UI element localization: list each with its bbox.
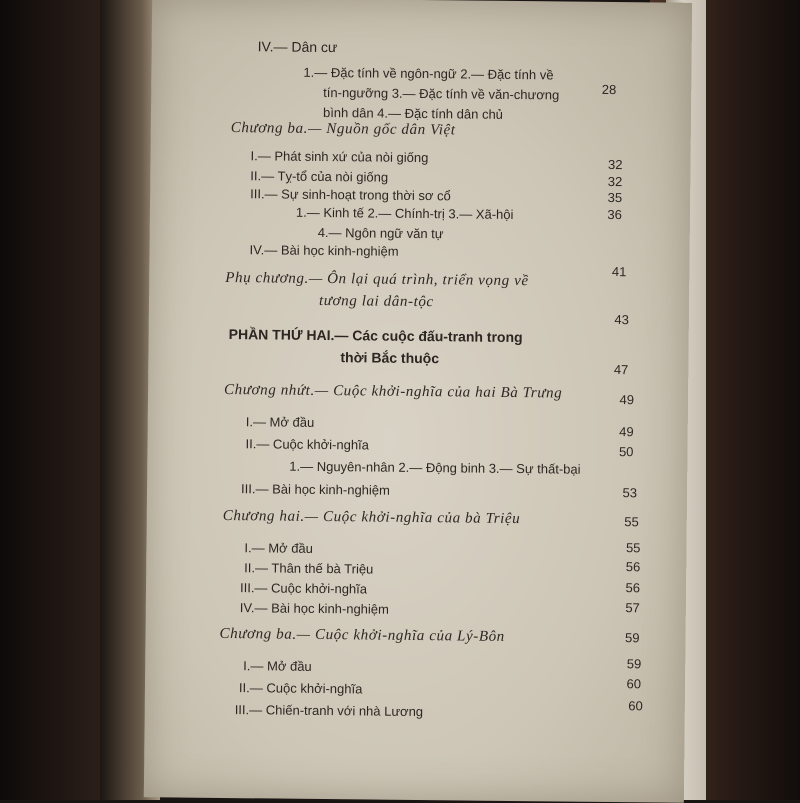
toc-entry: I.— Mở đầu	[243, 658, 312, 674]
toc-entry: 1.— Nguyên-nhân 2.— Động binh 3.— Sự thất-bại	[289, 458, 581, 477]
toc-page-number: 43	[614, 312, 629, 328]
toc-page-number: 28	[601, 81, 617, 98]
toc-page-number: 35	[607, 189, 623, 206]
toc-page-number: 56	[625, 580, 641, 596]
toc-entry: I.— Mở đầu	[244, 540, 314, 556]
chapter-heading-continued: tương lai dân-tộc	[318, 292, 434, 311]
toc-entry: III.— Cuộc khởi-nghĩa	[239, 580, 368, 597]
toc-entry: bình dân 4.— Đặc tính dân chủ	[322, 104, 504, 122]
toc-page-number: 41	[611, 264, 627, 280]
toc-entry: III.— Chiến-tranh với nhà Lương	[234, 702, 424, 720]
toc-entry: 4.— Ngôn ngữ văn tự	[317, 224, 444, 242]
toc-page-number: 50	[618, 444, 634, 460]
toc-page-number: 36	[607, 206, 623, 223]
toc-page-number: 49	[619, 424, 634, 440]
toc-entry: IV.— Dân cư	[257, 38, 338, 56]
toc-entry: II.— Thân thế bà Triệu	[244, 560, 374, 577]
toc-page-number: 60	[626, 676, 642, 692]
toc-entry: I.— Phát sinh xứ của nòi giống	[250, 148, 429, 166]
toc-page-number: 60	[628, 698, 643, 714]
toc-entry: II.— Tỵ-tổ của nòi giống	[250, 168, 389, 185]
book-page	[144, 0, 692, 803]
chapter-heading: Phụ chương.— Ôn lại quá trình, triển vọng về	[225, 269, 529, 290]
chapter-heading: Chương hai.— Cuộc khởi-nghĩa của bà Triệu	[222, 507, 521, 528]
toc-page-number: 55	[625, 540, 641, 556]
toc-page-number: 32	[607, 173, 623, 190]
toc-entry: tín-ngưỡng 3.— Đặc tính về văn-chương	[323, 84, 560, 103]
toc-page-number: 56	[625, 559, 641, 575]
toc-entry: IV.— Bài học kinh-nghiệm	[249, 242, 399, 259]
chapter-heading: Chương nhứt.— Cuộc khởi-nghĩa của hai Bà Trưng	[224, 381, 563, 402]
toc-entry: 1.— Kinh tế 2.— Chính-trị 3.— Xã-hội	[295, 204, 514, 222]
part-heading: PHẦN THỨ HAI.— Các cuộc đấu-tranh trong	[228, 326, 523, 346]
toc-page-number: 53	[622, 485, 638, 501]
toc-page-number: 55	[624, 514, 639, 530]
toc-entry: III.— Sự sinh-hoạt trong thời sơ cổ	[250, 186, 451, 204]
toc-page-number: 47	[613, 362, 629, 378]
toc-entry: 1.— Đặc tính về ngôn-ngữ 2.— Đặc tính về	[303, 64, 554, 83]
toc-entry: I.— Mở đầu	[245, 414, 315, 430]
toc-page-number: 59	[624, 630, 640, 646]
toc-page-number: 32	[607, 156, 623, 173]
part-heading-continued: thời Bắc thuộc	[340, 349, 440, 367]
toc-page-number: 49	[619, 392, 635, 408]
chapter-heading: Chương ba.— Nguồn gốc dân Việt	[230, 120, 456, 139]
toc-entry: III.— Bài học kinh-nghiệm	[240, 481, 390, 498]
toc-page-number: 59	[626, 656, 642, 672]
toc-entry: II.— Cuộc khởi-nghĩa	[245, 436, 370, 453]
toc-page-number: 57	[625, 600, 640, 616]
toc-entry: IV.— Bài học kinh-nghiệm	[239, 600, 389, 617]
toc-entry: II.— Cuộc khởi-nghĩa	[238, 680, 363, 697]
chapter-heading: Chương ba.— Cuộc khởi-nghĩa của Lý-Bôn	[219, 625, 505, 645]
